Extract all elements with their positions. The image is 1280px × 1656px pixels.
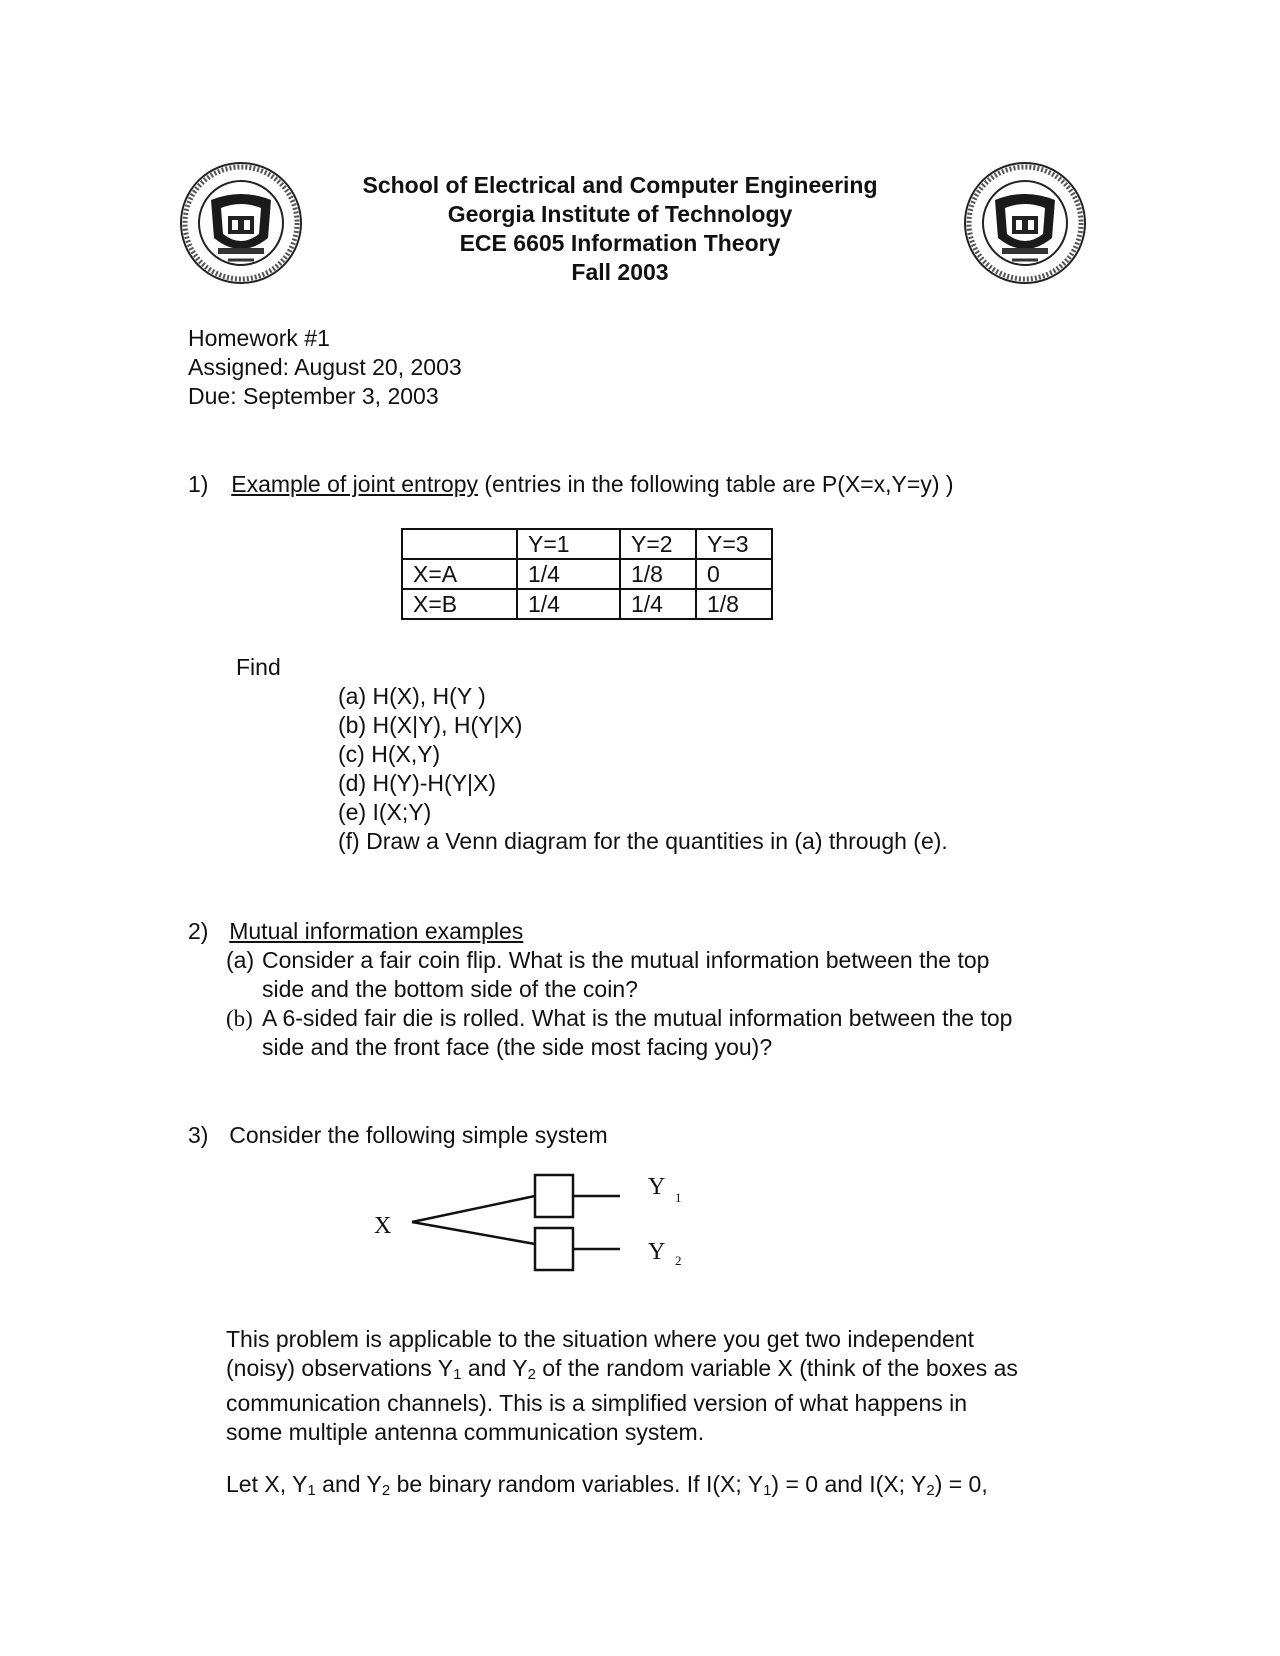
right-institute-seal [962, 160, 1088, 286]
input-x-label: X [374, 1213, 392, 1239]
system-diagram [360, 1162, 700, 1282]
text-run: Let X, Y [226, 1471, 308, 1497]
lower-branch-line [412, 1222, 535, 1244]
problem-number: 3) [188, 1122, 209, 1148]
table-cell: 1/4 [517, 589, 620, 619]
table-row [402, 559, 772, 589]
list-item: (c) H(X,Y) [338, 741, 441, 767]
paragraph-line-4: some multiple antenna communication system. [226, 1419, 705, 1445]
term: Fall 2003 [571, 259, 669, 285]
problem-subtitle: (entries in the following table are P(X=x,Y=y) ) [477, 471, 954, 497]
text-run: ) = 0, [934, 1471, 988, 1497]
problem-1-parts [338, 682, 948, 856]
list-item: (d) H(Y)-H(Y|X) [338, 770, 497, 796]
table-cell: X=A [402, 559, 517, 589]
table-row [402, 589, 772, 619]
problem-number: 1) [188, 471, 209, 497]
part-b-line-1: A 6-sided fair die is rolled. What is the mutual information between the top [262, 1005, 1013, 1031]
problem-2-heading [188, 917, 523, 946]
part-b-line-2: side and the front face (the side most facing you)? [262, 1034, 773, 1060]
problem-2-part-a-label: (a) [226, 947, 255, 973]
subscript: 2 [926, 1482, 935, 1499]
left-institute-seal [178, 160, 304, 286]
table-cell [402, 529, 517, 559]
subscript: 2 [527, 1366, 536, 1383]
table-cell: 0 [696, 559, 772, 589]
problem-number: 2) [188, 918, 209, 944]
subscript: 1 [307, 1482, 316, 1499]
part-a-line-1: Consider a fair coin flip. What is the mutual information between the top [262, 947, 990, 973]
list-item: (f) Draw a Venn diagram for the quantities in (a) through (e). [338, 828, 948, 854]
course-title: ECE 6605 Information Theory [459, 230, 781, 256]
homework-number: Homework #1 [188, 325, 330, 351]
list-item: (b) H(X|Y), H(Y|X) [338, 712, 523, 738]
text-run: (noisy) observations Y [226, 1355, 454, 1381]
problem-intro: Consider the following simple system [229, 1122, 608, 1148]
problem-3-paragraph [226, 1325, 1018, 1447]
list-item: (a) H(X), H(Y ) [338, 683, 486, 709]
channel-box-2 [535, 1228, 573, 1270]
upper-branch-line [412, 1196, 535, 1222]
text-run: of the random variable X (think of the boxes as [535, 1355, 1018, 1381]
table-cell: 1/4 [620, 589, 696, 619]
problem-2-part-a [262, 946, 989, 1004]
table-cell: 1/4 [517, 559, 620, 589]
table-cell: Y=1 [517, 529, 620, 559]
assigned-date: Assigned: August 20, 2003 [188, 354, 462, 380]
subscript: 1 [453, 1366, 462, 1383]
text-run: be binary random variables. If I(X; Y [390, 1471, 764, 1497]
table-header-row [402, 529, 772, 559]
table-cell: Y=3 [696, 529, 772, 559]
text-run: ) = 0 and I(X; Y [771, 1471, 927, 1497]
text-run: and Y [461, 1355, 528, 1381]
problem-3-heading [188, 1121, 608, 1150]
paragraph-line-3: communication channels). This is a simplified version of what happens in [226, 1390, 968, 1416]
problem-2-part-b-label: (b) [226, 1006, 253, 1031]
paragraph-line-1: This problem is applicable to the situation where you get two independent [226, 1326, 974, 1352]
table-cell: Y=2 [620, 529, 696, 559]
problem-title: Mutual information examples [229, 918, 524, 944]
table-cell: 1/8 [620, 559, 696, 589]
problem-2-part-b [262, 1004, 1012, 1062]
table-cell: X=B [402, 589, 517, 619]
table-cell: 1/8 [696, 589, 772, 619]
text-run: and Y [315, 1471, 382, 1497]
output-y1-letter: Y [648, 1174, 666, 1200]
joint-probability-table [401, 528, 773, 620]
paragraph-line-2 [226, 1354, 1018, 1389]
subscript: 2 [381, 1482, 391, 1499]
output-y2-letter: Y [648, 1239, 666, 1265]
due-date: Due: September 3, 2003 [188, 383, 439, 409]
problem-title: Example of joint entropy [231, 471, 478, 497]
problem-1-heading [188, 470, 954, 499]
list-item: (e) I(X;Y) [338, 799, 432, 825]
channel-box-1 [535, 1175, 573, 1217]
output-y1-subscript: 1 [675, 1190, 682, 1205]
school-name: School of Electrical and Computer Engineering [362, 172, 878, 198]
institute-name: Georgia Institute of Technology [447, 201, 793, 227]
subscript: 1 [763, 1482, 772, 1499]
output-y2-subscript: 2 [675, 1253, 682, 1268]
find-label: Find [236, 654, 281, 680]
part-a-line-2: side and the bottom side of the coin? [262, 976, 638, 1002]
document-header [300, 171, 940, 287]
problem-3-last-line [226, 1470, 988, 1505]
homework-meta [188, 324, 462, 411]
